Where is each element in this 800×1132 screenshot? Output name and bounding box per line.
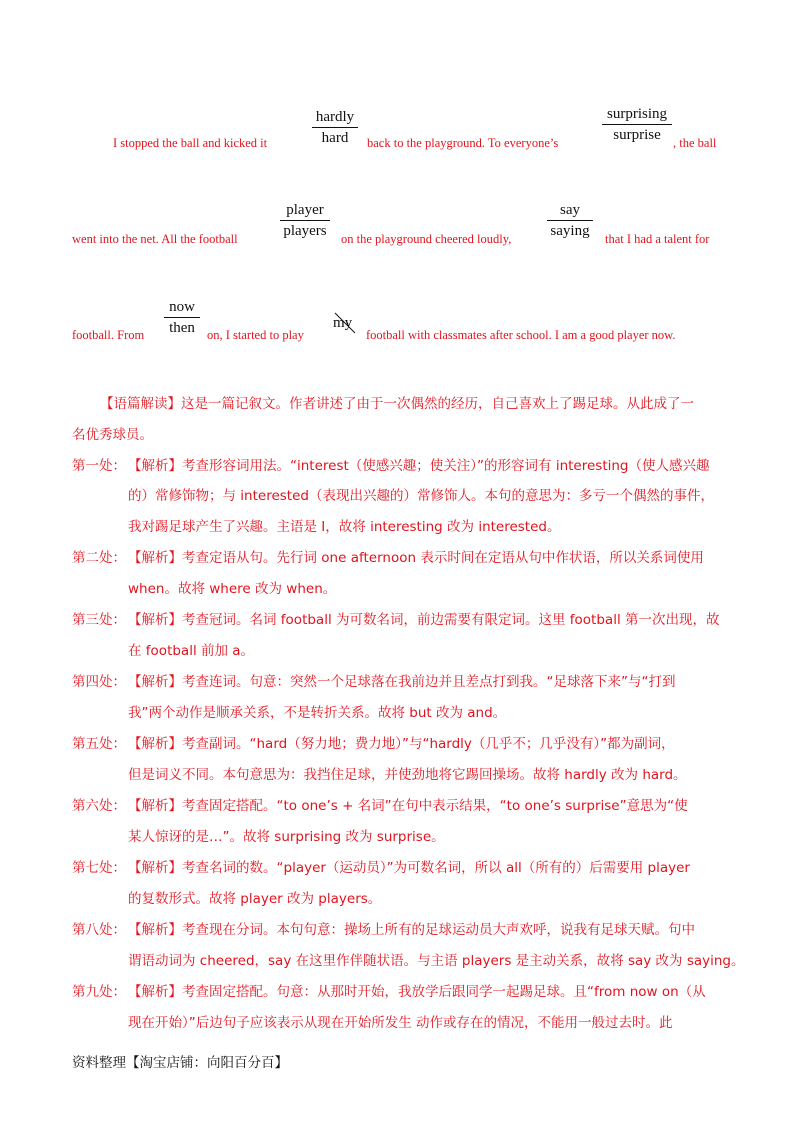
item-line: 【解析】考查名词的数。“player（运动员）”为可数名词，所以 all（所有的）后需要用 player bbox=[128, 860, 690, 876]
strike-mark-icon bbox=[331, 311, 359, 337]
item-line: 【解析】考查形容词用法。“interest（使感兴趣；使关注）”的形容词有 interesting（使人感兴趣 bbox=[128, 458, 710, 474]
passage-line1-seg1: I stopped the ball and kicked it bbox=[113, 136, 268, 150]
item-label: 第六处： bbox=[72, 798, 126, 814]
passage-line2-seg1: went into the net. All the football bbox=[72, 232, 238, 246]
deleted-word-my bbox=[333, 315, 352, 332]
correction-now-then bbox=[164, 298, 200, 337]
analysis-intro-line2: 名优秀球员。 bbox=[72, 427, 153, 443]
deleted-word-text: my bbox=[333, 315, 353, 331]
correction-original: player bbox=[280, 201, 330, 221]
item-line: 【解析】考查固定搭配。句意：从那时开始，我放学后跟同学一起踢足球。且“from now on（从 bbox=[128, 984, 706, 1000]
item-label: 第二处： bbox=[72, 550, 126, 566]
item-line: 【解析】考查副词。“hard（努力地；费力地）”与“hardly（几乎不；几乎没有）”都为副词， bbox=[128, 736, 675, 752]
item-line: 现在开始）”后边句子应该表示从现在开始所发生 动作或存在的情况，不能用一般过去时。此 bbox=[128, 1015, 673, 1031]
item-line: 【解析】考查固定搭配。“to one’s + 名词”在句中表示结果，“to one’s surprise”意思为“使 bbox=[128, 798, 688, 814]
item-line: 我”两个动作是顺承关系，不是转折关系。故将 but 改为 and。 bbox=[128, 705, 507, 721]
passage-line2-seg2: on the playground cheered loudly, bbox=[341, 232, 512, 246]
passage-line1-seg2: back to the playground. To everyone’s bbox=[367, 136, 559, 150]
correction-surprising-surprise bbox=[602, 105, 672, 144]
correction-new: then bbox=[169, 320, 195, 336]
item-label: 第七处： bbox=[72, 860, 126, 876]
item-line: 的复数形式。故将 player 改为 players。 bbox=[128, 891, 382, 907]
item-line: 但是词义不同。本句意思为：我挡住足球，并使劲地将它踢回操场。故将 hardly 改为 hard。 bbox=[128, 767, 687, 783]
item-line: 【解析】考查现在分词。本句句意：操场上所有的足球运动员大声欢呼，说我有足球天赋。句中 bbox=[128, 922, 695, 938]
correction-new: saying bbox=[550, 223, 590, 239]
correction-say-saying bbox=[547, 201, 593, 240]
correction-hardly-hard bbox=[312, 108, 358, 147]
passage-line3-seg3: football with classmates after school. I am a good player now. bbox=[366, 328, 676, 342]
item-line: when。故将 where 改为 when。 bbox=[128, 581, 337, 597]
correction-original: now bbox=[164, 298, 200, 318]
item-label: 第九处： bbox=[72, 984, 126, 1000]
item-label: 第四处： bbox=[72, 674, 126, 690]
item-line: 【解析】考查冠词。名词 football 为可数名词，前边需要有限定词。这里 football 第一次出现，故 bbox=[128, 612, 720, 628]
passage-line3-seg1: football. From bbox=[72, 328, 145, 342]
correction-new: players bbox=[283, 223, 327, 239]
item-line: 谓语动词为 cheered，say 在这里作伴随状语。与主语 players 是主动关系，故将 say 改为 saying。 bbox=[128, 953, 745, 969]
passage-line3-seg2: on, I started to play bbox=[207, 328, 304, 342]
item-line: 【解析】考查连词。句意：突然一个足球落在我前边并且差点打到我。“足球落下来”与“打到 bbox=[128, 674, 676, 690]
correction-original: say bbox=[547, 201, 593, 221]
item-line: 的）常修饰物；与 interested（表现出兴趣的）常修饰人。本句的意思为：多亏一个偶然的事件， bbox=[128, 488, 714, 504]
correction-original: hardly bbox=[312, 108, 358, 128]
footer-source: 资料整理【淘宝店铺：向阳百分百】 bbox=[72, 1055, 288, 1071]
item-line: 某人惊讶的是…”。故将 surprising 改为 surprise。 bbox=[128, 829, 445, 845]
item-line: 【解析】考查定语从句。先行词 one afternoon 表示时间在定语从句中作状语，所以关系词使用 bbox=[128, 550, 704, 566]
item-label: 第三处： bbox=[72, 612, 126, 628]
item-line: 我对踢足球产生了兴趣。主语是 I，故将 interesting 改为 interested。 bbox=[128, 519, 561, 535]
passage-line2-seg3: that I had a talent for bbox=[605, 232, 710, 246]
correction-new: surprise bbox=[613, 127, 661, 143]
item-label: 第一处： bbox=[72, 458, 126, 474]
item-label: 第五处： bbox=[72, 736, 126, 752]
correction-new: hard bbox=[321, 130, 349, 146]
correction-original: surprising bbox=[602, 105, 672, 125]
analysis-intro-line1: 【语篇解读】这是一篇记叙文。作者讲述了由于一次偶然的经历，自己喜欢上了踢足球。从此成了一 bbox=[100, 396, 694, 412]
correction-player-players bbox=[280, 201, 330, 240]
item-label: 第八处： bbox=[72, 922, 126, 938]
item-line: 在 football 前加 a。 bbox=[128, 643, 255, 659]
passage-line1-seg3: , the ball bbox=[673, 136, 717, 150]
